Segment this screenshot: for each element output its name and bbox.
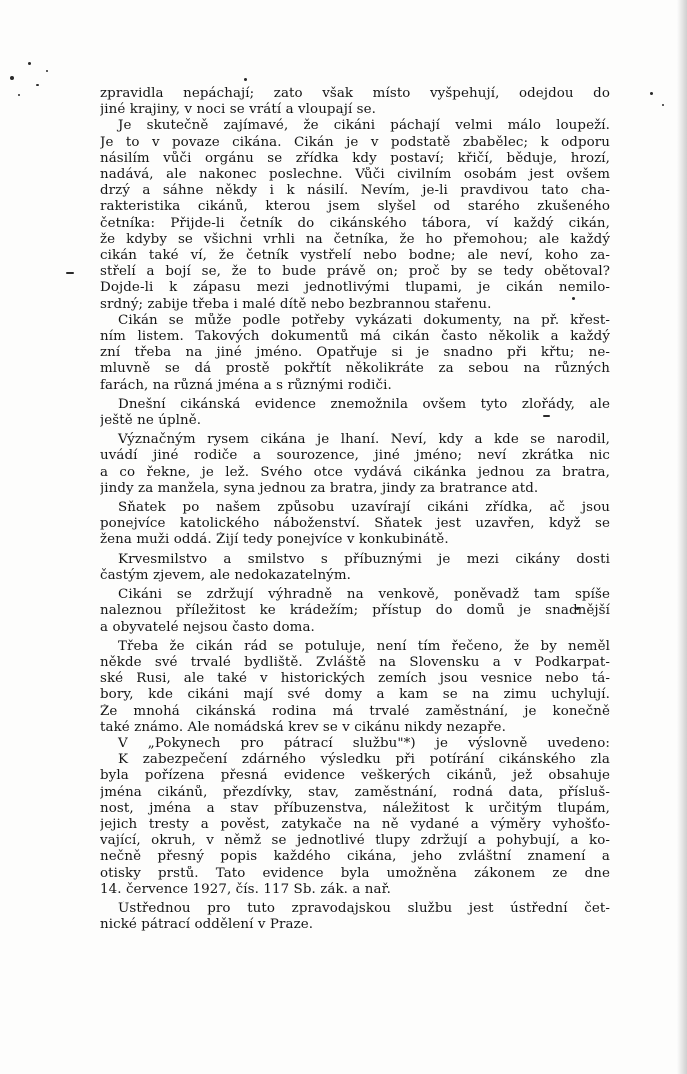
text-line: nické pátrací oddělení v Praze. bbox=[100, 917, 314, 933]
text-line: střelí a bojí se, že to bude právě on; proč by se tedy obětoval? bbox=[100, 264, 610, 280]
text-line: nadává, ale nakonec poslechne. Vůči civilním osobám jest ovšem bbox=[100, 167, 610, 183]
text-line: farách, na různá jména a s různými rodiči. bbox=[100, 377, 392, 393]
text-line: mluvně se dá prostě pokřtít několikráte za sebou na různých bbox=[100, 361, 610, 377]
text-line: srdný; zabije třeba i malé dítě nebo bezbrannou stařenu. bbox=[100, 296, 492, 312]
page-text bbox=[100, 86, 610, 933]
text-line: také známo. Ale nomádská krev se v cikánu nikdy nezapře. bbox=[100, 719, 506, 735]
scan-speck bbox=[650, 92, 653, 95]
text-line: 14. července 1927, čís. 117 Sb. zák. a nař. bbox=[100, 881, 392, 897]
text-line: vající, okruh, v němž se jednotlivé tlupy zdržují a pohybují, a ko- bbox=[100, 833, 610, 849]
scan-speck bbox=[18, 94, 20, 96]
text-line: drzý a sáhne někdy i k násilí. Nevím, je-li pravdivou tato cha- bbox=[100, 183, 610, 199]
text-line: četníka: Přijde-li četník do cikánského tábora, ví každý cikán, bbox=[100, 215, 610, 231]
text-line: Že mnohá cikánská rodina má trvalé zaměstnání, je konečně bbox=[100, 703, 610, 719]
text-line: žena muži oddá. Žijí tedy ponejvíce v konkubinátě. bbox=[100, 532, 449, 548]
text-line: uvádí jiné rodiče a sourozence, jiné jméno; neví zkrátka nic bbox=[100, 448, 610, 464]
text-line: Ústřednou pro tuto zpravodajskou službu jest ústřední čet- bbox=[118, 900, 610, 916]
text-line: zpravidla nepáchají; zato však místo vyšpehují, odejdou do bbox=[100, 86, 610, 101]
text-line: nečně přesný popis každého cikána, jeho zvláštní znamení a bbox=[100, 849, 610, 865]
text-line: ponejvíce katolického náboženství. Sňatek jest uzavřen, když se bbox=[100, 516, 610, 532]
text-line: Krvesmilstvo a smilstvo s příbuznými je mezi cikány dosti bbox=[118, 551, 610, 567]
scan-speck bbox=[28, 62, 31, 65]
text-line: ním listem. Takových dokumentů má cikán často několik a každý bbox=[100, 329, 610, 345]
text-line: Význačným rysem cikána je lhaní. Neví, kdy a kde se narodil, bbox=[118, 432, 610, 448]
text-line: a co řekne, je lež. Svého otce vydává cikánka jednou za bratra, bbox=[100, 464, 610, 480]
text-line: častým zjevem, ale nedokazatelným. bbox=[100, 567, 351, 583]
scan-speck bbox=[46, 70, 48, 72]
scan-speck bbox=[66, 272, 74, 274]
text-line: jiné krajiny, v noci se vrátí a vloupají se. bbox=[100, 102, 377, 118]
text-line: ské Rusi, ale také v historických zemích jsou vesnice nebo tá- bbox=[100, 671, 610, 687]
scan-speck bbox=[36, 84, 39, 86]
text-line: násilím vůči orgánu se zřídka kdy postaví; křičí, běduje, hrozí, bbox=[100, 150, 610, 166]
scan-speck bbox=[244, 78, 247, 81]
text-line: K zabezpečení zdárného výsledku při potírání cikánského zla bbox=[118, 752, 610, 768]
text-line: Dojde-li k zápasu mezi jednotlivými tlupami, je cikán nemilo- bbox=[100, 280, 610, 296]
text-line: jejich tresty a pověst, zatykače na ně vydané a výměry vyhošťo- bbox=[100, 816, 610, 832]
page-edge-shadow bbox=[677, 0, 687, 1074]
text-line: jindy za manžela, syna jednou za bratra, jindy za bratrance atd. bbox=[100, 480, 539, 496]
text-line: rakteristika cikánů, kterou jsem slyšel od starého zkušeného bbox=[100, 199, 610, 215]
text-line: jména cikánů, přezdívky, stav, zaměstnání, rodná data, přísluš- bbox=[100, 784, 610, 800]
text-line: Dnešní cikánská evidence znemožnila ovšem tyto zlořády, ale bbox=[118, 396, 610, 412]
text-line: nost, jména a stav příbuzenstva, náležitost k určitým tlupám, bbox=[100, 800, 610, 816]
text-line: V „Pokynech pro pátrací službu"*) je výslovně uvedeno: bbox=[118, 735, 610, 751]
text-line: a obyvatelé nejsou často doma. bbox=[100, 619, 315, 635]
text-line: že kdyby se všichni vrhli na četníka, že ho přemohou; ale každý bbox=[100, 231, 610, 247]
text-line: naleznou příležitost ke krádežím; přístup do domů je snadnější bbox=[100, 603, 610, 619]
text-line: Třeba že cikán rád se potuluje, není tím řečeno, že by neměl bbox=[118, 638, 610, 654]
text-line: Cikán se může podle potřeby vykázati dokumenty, na př. křest- bbox=[118, 312, 610, 328]
text-line: otisky prstů. Tato evidence byla umožněna zákonem ze dne bbox=[100, 865, 610, 881]
text-line: bory, kde cikáni mají své domy a kam se na zimu uchylují. bbox=[100, 687, 610, 703]
text-line: Sňatek po našem způsobu uzavírají cikáni zřídka, ač jsou bbox=[118, 500, 610, 516]
text-line: ještě ne úplně. bbox=[100, 413, 202, 429]
text-line: Je to v povaze cikána. Cikán je v podstatě zbabělec; k odporu bbox=[100, 134, 610, 150]
text-line: cikán také ví, že četník vystřelí nebo bodne; ale neví, koho za- bbox=[100, 248, 610, 264]
text-line: Je skutečně zajímavé, že cikáni páchají velmi málo loupeží. bbox=[118, 118, 610, 134]
text-line: Cikáni se zdržují výhradně na venkově, poněvadž tam spíše bbox=[118, 587, 610, 603]
text-line: zní třeba na jiné jméno. Opatřuje si je snadno při křtu; ne- bbox=[100, 345, 610, 361]
scan-speck bbox=[10, 76, 14, 80]
scan-speck bbox=[662, 104, 664, 106]
text-line: byla pořízena přesná evidence veškerých cikánů, jež obsahuje bbox=[100, 768, 610, 784]
text-line: někde své trvalé bydliště. Zvláště na Slovensku a v Podkarpat- bbox=[100, 654, 610, 670]
